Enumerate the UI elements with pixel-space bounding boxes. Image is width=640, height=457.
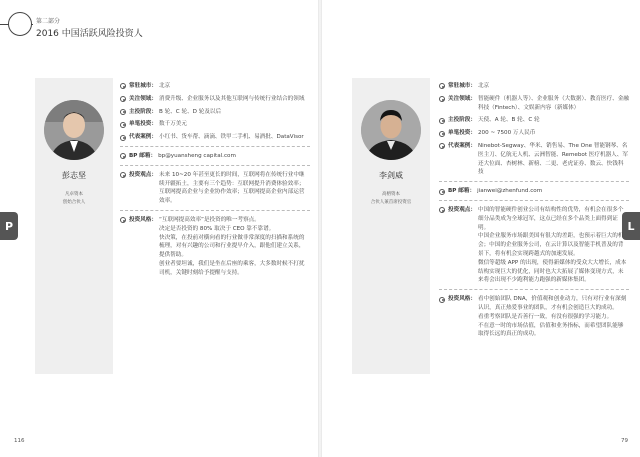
- section-part: 第二部分: [36, 18, 61, 25]
- field-label: 关注领域：: [448, 95, 476, 102]
- avatar: [361, 100, 421, 160]
- left-page: [0, 0, 318, 457]
- divider: [120, 165, 310, 166]
- field-view: [120, 171, 310, 206]
- field-value: [477, 187, 629, 196]
- money-icon: [439, 131, 445, 137]
- field-cases: [120, 133, 310, 142]
- field-label: 单笔投资：: [129, 121, 157, 128]
- field-value: [478, 129, 629, 138]
- field-value-text: 天使、A 轮、B 轮、C 轮: [477, 117, 540, 124]
- field-value-text: 不在意一时的市场估值，估值和业务指标，而希望团队能够取得长远的真正的成功。: [477, 322, 624, 338]
- style-icon: [120, 217, 126, 223]
- person-role: [352, 191, 430, 207]
- field-style: [120, 216, 310, 278]
- field-label: 代表案例：: [129, 134, 157, 141]
- style-icon: [439, 297, 445, 303]
- field-stage: [439, 116, 629, 125]
- portfolio-icon: [120, 135, 126, 141]
- field-email: [120, 152, 310, 161]
- person-name: 彭志坚: [62, 171, 86, 180]
- field-value-text: 未来 10~20 年甚至更长的时间，互联网将在传统行业中继续开疆拓土，主要有三个趋势：互联网提升消费体验效率；互联网提高企业与企业协作效率；互联网提高企业内部运营效率。: [158, 171, 305, 205]
- field-value: [478, 295, 629, 339]
- avatar: [44, 100, 104, 160]
- field-value: [158, 152, 310, 161]
- section-title: 2016 中国活跃风险投资人: [36, 29, 143, 39]
- field-value: [478, 116, 629, 125]
- field-ticket: [439, 129, 629, 138]
- field-stage: [120, 108, 310, 117]
- field-value-text: “互联网提高效率”是投资的唯一考察点。: [158, 216, 260, 223]
- field-cases: [439, 142, 629, 177]
- field-ticket: [120, 120, 310, 129]
- person-firm: 高榕资本: [382, 192, 400, 197]
- mail-icon: [439, 189, 445, 195]
- field-focus: [439, 95, 629, 113]
- field-value: [478, 95, 629, 113]
- view-icon: [120, 172, 126, 178]
- person-title: 创始合伙人: [62, 200, 86, 205]
- divider: [120, 146, 310, 147]
- field-value-text: 数千万美元: [158, 121, 187, 128]
- stage-icon: [120, 109, 126, 115]
- field-value-text: 微信等超级 APP 的出现，使得新媒体的受众大大增长，成本结构实现巨大的优化，同时也大大拓展了媒体变现方式，未来将会出现不少跑利能力跑强的新媒体集团。: [477, 259, 627, 284]
- field-city: [120, 82, 310, 91]
- field-label: 投资风格：: [129, 216, 157, 223]
- field-value: [159, 171, 310, 206]
- field-value-text: 消费升级、企业服务以及其他互联网与传统行业结合的领域: [158, 95, 305, 102]
- profile-panel: [35, 78, 113, 374]
- focus-icon: [439, 96, 445, 102]
- profile-fields: [120, 82, 310, 282]
- field-value-text: 200 ~ 7500 万人民币: [477, 130, 536, 137]
- field-label: 投资风格：: [448, 296, 476, 303]
- field-value-text: 北京: [158, 83, 171, 89]
- divider: [120, 210, 310, 211]
- field-value-text: 看中创始团队 DNA，价值观和创业动力，只有对行业有深刻认识，真正热爱事业的团队，才有机会创造巨大的成功。: [477, 296, 627, 311]
- field-value: [159, 133, 310, 142]
- field-label: 主投阶段：: [448, 117, 476, 124]
- field-value-text: 北京: [477, 83, 490, 89]
- field-label: 常驻城市：: [448, 83, 476, 89]
- field-value: [478, 82, 629, 91]
- page-number: 79: [621, 438, 628, 444]
- email-link[interactable]: jianwei@zhenfund.com: [477, 188, 543, 195]
- field-label: BP 邮箱：: [448, 188, 476, 195]
- money-icon: [120, 122, 126, 128]
- field-value-text: 中国企业服务市场跟美国有很大的差距，也预示着巨大的机会；中国的企业服务公司，在云计算以及智能手机普及的背景下，将有机会实现跨越式的加速发展。: [477, 233, 624, 257]
- person-name: 李剑威: [379, 171, 403, 180]
- field-value-text: 中国的智能硬件创业公司有结构性的优势，有机会在很多个细分品类成为全球冠军，这点已经在多个品类上面得到证明。: [477, 206, 624, 231]
- portfolio-icon: [439, 143, 445, 149]
- field-view: [439, 206, 629, 285]
- field-value-text: Ninebot-Segway、华米、销售易、The One 智能钢琴、名医主刀、亿航无人机、云洲智能、Remebot 医疗机器人、军还大位面、杏树林、新榜、二更、老虎证券、数云、快钱科技: [477, 142, 628, 176]
- divider: [439, 181, 629, 182]
- field-value: [159, 108, 310, 117]
- field-label: BP 邮箱：: [129, 152, 157, 159]
- location-icon: [439, 83, 445, 89]
- view-icon: [439, 207, 445, 213]
- page-number: 116: [14, 438, 25, 444]
- field-value: [159, 216, 310, 278]
- field-value-text: 创业者要坦诚，我们是坐在后座的乘客，大多数时候不打扰司机，关键时刻给予提醒与支持。: [158, 260, 305, 276]
- field-value: [478, 206, 629, 285]
- field-label: 关注领域：: [129, 95, 157, 102]
- field-email: [439, 187, 629, 196]
- person-title: 合伙人兼首席投资官: [370, 200, 412, 205]
- field-value-text: 小红书、货车帮、滴滴、铁甲二手机、易酒批、DataVisor: [158, 134, 304, 141]
- field-value: [159, 82, 310, 91]
- field-value-text: 快决策，在投前对横向看的行业做非常深度的扫描和系统的梳理，对有兴趣的公司和行业提早介入，跟他们建立关系，提供帮助。: [158, 234, 305, 259]
- field-label: 主投阶段：: [129, 108, 157, 115]
- field-value: [159, 120, 310, 129]
- field-city: [439, 82, 629, 91]
- letter-tab-l: L: [622, 212, 640, 240]
- field-label: 代表案例：: [448, 142, 476, 149]
- right-page: [322, 0, 640, 457]
- field-focus: [120, 95, 310, 104]
- person-firm: 凡卓资本: [65, 192, 83, 197]
- location-icon: [120, 83, 126, 89]
- field-label: 常驻城市：: [129, 83, 157, 89]
- field-value-text: 决定是否投资的 80% 取决于 CEO 靠不靠谱。: [158, 225, 275, 232]
- focus-icon: [120, 96, 126, 102]
- divider: [439, 200, 629, 201]
- profile-panel: [352, 78, 430, 374]
- email-link[interactable]: bp@yuansheng capital.com: [158, 152, 236, 159]
- field-label: 单笔投资：: [448, 130, 476, 137]
- divider: [439, 289, 629, 290]
- field-value-text: 智能硬件（机器人等）、企业服务（大数据）、教育医疗、金融科技（Fintech）、文娱新内容（新媒体）: [477, 95, 630, 111]
- stage-icon: [439, 118, 445, 124]
- field-value: [478, 142, 629, 177]
- field-value: [159, 95, 310, 104]
- profile-fields: [439, 82, 629, 343]
- field-label: 投资观点：: [129, 171, 157, 178]
- field-value-text: 看重考察团队是否善行一致，有没有很强的学习能力。: [477, 313, 613, 320]
- field-label: 投资观点：: [448, 206, 476, 213]
- field-style: [439, 295, 629, 339]
- letter-tab-p: P: [0, 212, 18, 240]
- person-role: [35, 191, 113, 207]
- mail-icon: [120, 153, 126, 159]
- field-value-text: B 轮、C 轮、D 轮及以后: [158, 108, 222, 115]
